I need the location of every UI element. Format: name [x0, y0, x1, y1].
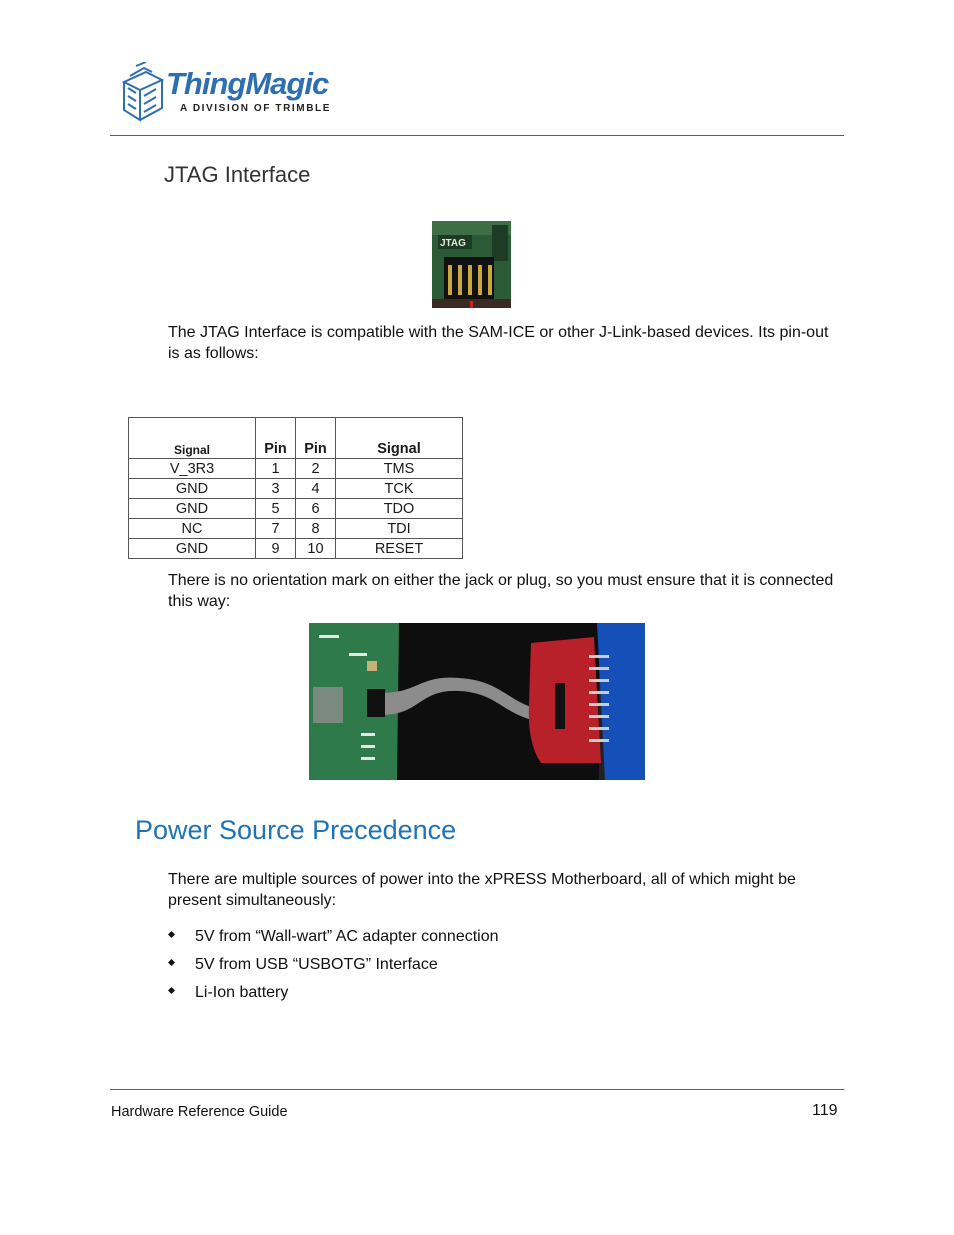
table-cell: 1 [256, 459, 296, 479]
table-cell: 10 [296, 539, 336, 559]
footer-title: Hardware Reference Guide [111, 1104, 288, 1120]
table-cell: TDO [336, 499, 463, 519]
column-header: Pin [256, 418, 296, 459]
diamond-bullet-icon [168, 931, 175, 938]
jtag-cable-connection-photo [309, 623, 645, 780]
jtag-intro-text: The JTAG Interface is compatible with the SAM-ICE or other J-Link-based devices. Its pin-out is as follows: [168, 324, 829, 362]
page-number: 119 [812, 1102, 838, 1119]
table-row [129, 499, 463, 519]
table-cell: 4 [296, 479, 336, 499]
list-item [168, 928, 499, 946]
table-row [129, 459, 463, 479]
power-heading: Power Source Precedence [135, 815, 457, 845]
list-item-text: 5V from “Wall-wart” AC adapter connection [195, 928, 499, 945]
power-intro-text: There are multiple sources of power into the xPRESS Motherboard, all of which might be present simultaneously: [168, 871, 796, 909]
table-row [129, 479, 463, 499]
diamond-bullet-icon [168, 987, 175, 994]
list-item-text: 5V from USB “USBOTG” Interface [195, 956, 438, 973]
diamond-bullet-icon [168, 959, 175, 966]
list-item-text: Li-Ion battery [195, 984, 289, 1001]
header-rule [110, 135, 844, 136]
table-cell: V_3R3 [129, 459, 256, 479]
brand-subtitle: A DIVISION OF TRIMBLE [180, 103, 332, 114]
list-item [168, 984, 288, 1002]
table-cell: 8 [296, 519, 336, 539]
table-cell: NC [129, 519, 256, 539]
list-item [168, 956, 438, 974]
column-header: Pin [296, 418, 336, 459]
table-cell: TMS [336, 459, 463, 479]
table-cell: 7 [256, 519, 296, 539]
jtag-connector-photo [432, 221, 511, 308]
table-cell: GND [129, 539, 256, 559]
table-header-row [129, 418, 463, 459]
thingmagic-logo-icon [116, 62, 166, 124]
table-cell: RESET [336, 539, 463, 559]
table-cell: 9 [256, 539, 296, 559]
column-header: Signal [129, 418, 256, 459]
table-cell: GND [129, 499, 256, 519]
orientation-note: There is no orientation mark on either the jack or plug, so you must ensure that it is connected this way: [168, 572, 834, 610]
table-cell: GND [129, 479, 256, 499]
jtag-silkscreen-label: JTAG [440, 238, 466, 249]
jtag-heading: JTAG Interface [164, 162, 311, 187]
table-cell: 5 [256, 499, 296, 519]
table-row [129, 519, 463, 539]
table-cell: 6 [296, 499, 336, 519]
footer-rule [110, 1089, 844, 1090]
brand-name: ThingMagic [166, 66, 329, 101]
table-row [129, 539, 463, 559]
table-cell: TDI [336, 519, 463, 539]
jtag-pinout-table [128, 417, 463, 559]
table-cell: 2 [296, 459, 336, 479]
table-cell: 3 [256, 479, 296, 499]
table-cell: TCK [336, 479, 463, 499]
column-header: Signal [336, 418, 463, 459]
